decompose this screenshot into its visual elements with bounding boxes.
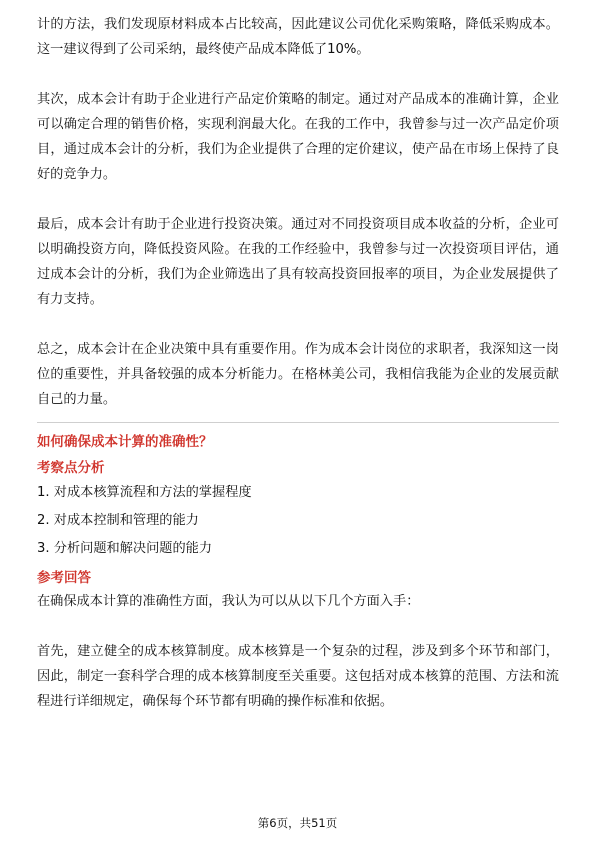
answer-intro: 在确保成本计算的准确性方面，我认为可以从以下几个方面入手： <box>37 594 420 609</box>
answer-heading: 参考回答 <box>37 570 91 586</box>
analysis-item-3: 3. 分析问题和解决问题的能力 <box>37 541 213 556</box>
paragraph-conclusion: 总之，成本会计在企业决策中具有重要作用。作为成本会计岗位的求职者，我深知这一岗位的重要性，并具备较强的成本分析能力。在格林美公司，我相信我能为企业的发展贡献自己的力量。 <box>37 342 559 407</box>
intro-continued-paragraph: 计的方法，我们发现原材料成本占比较高，因此建议公司优化采购策略，降低采购成本。这一建议得到了公司采纳，最终使产品成本降低了10%。 <box>37 17 559 57</box>
section-divider <box>37 422 559 423</box>
paragraph-investment: 最后，成本会计有助于企业进行投资决策。通过对不同投资项目成本收益的分析，企业可以明确投资方向，降低投资风险。在我的工作经验中，我曾参与过一次投资项目评估，通过成本会计的分析，我们为企业筛选出了具有较高投资回报率的项目，为企业发展提供了有力支持。 <box>37 217 559 307</box>
paragraph-pricing: 其次，成本会计有助于企业进行产品定价策略的制定。通过对产品成本的准确计算，企业可以确定合理的销售价格，实现利润最大化。在我的工作中，我曾参与过一次产品定价项目，通过成本会计的分析，我们为企业提供了合理的定价建议，使产品在市场上保持了良好的竞争力。 <box>37 92 559 182</box>
question-title: 如何确保成本计算的准确性？ <box>37 434 213 450</box>
document-page <box>37 12 559 714</box>
analysis-item-2: 2. 对成本控制和管理的能力 <box>37 513 199 528</box>
answer-first-point: 首先，建立健全的成本核算制度。成本核算是一个复杂的过程，涉及到多个环节和部门，因此，制定一套科学合理的成本核算制度至关重要。这包括对成本核算的范围、方法和流程进行详细规定，确保每个环节都有明确的操作标准和依据。 <box>37 644 559 709</box>
page-footer: 第6页，共51页 <box>257 816 338 830</box>
analysis-heading: 考察点分析 <box>37 460 105 476</box>
analysis-item-1: 1. 对成本核算流程和方法的掌握程度 <box>37 485 252 500</box>
